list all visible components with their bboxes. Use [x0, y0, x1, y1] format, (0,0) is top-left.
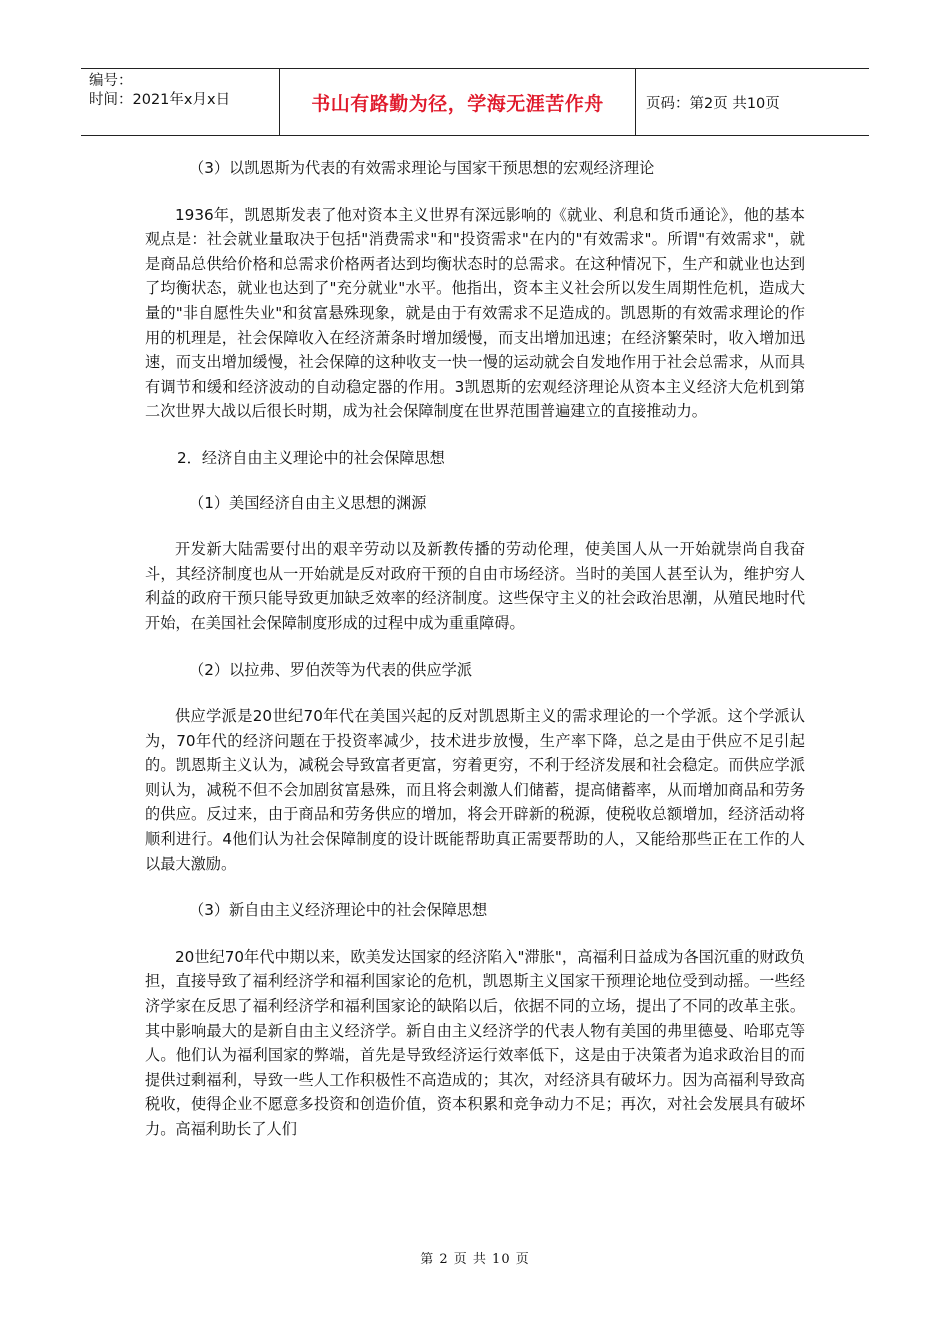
header-number-label: 编号：: [89, 73, 133, 89]
document-body: [145, 156, 805, 1142]
section-heading-liberalism: 2．经济自由主义理论中的社会保障思想: [177, 448, 445, 467]
paragraph-origins: 开发新大陆需要付出的艰辛劳动以及新教传播的劳动伦理，使美国人从一开始就崇尚自我奋斗，其经济制度也从一开始就是反对政府干预的自由市场经济。当时的美国人甚至认为，维护穷人利益的政府干预只能导致更加缺乏效率的经济制度。这些保守主义的社会政治思潮，从殖民地时代开始，在美国社会保障制度形成的过程中成为重重障碍。: [145, 540, 805, 632]
subsection-heading-supply-side: （2）以拉弗、罗伯茨等为代表的供应学派: [189, 660, 473, 679]
header-page-info: 页码：第2页 共10页: [646, 95, 780, 112]
page-footer: 第 2 页 共 10 页: [420, 1252, 530, 1267]
header-time-label: 时间：2021年x月x日: [89, 92, 231, 108]
header-motto: 书山有路勤为径，学海无涯苦作舟: [280, 69, 636, 135]
subsection-heading-neoliberal: （3）新自由主义经济理论中的社会保障思想: [189, 901, 488, 920]
subsection-heading-origins: （1）美国经济自由主义思想的渊源: [189, 493, 427, 512]
header-meta: [81, 69, 280, 135]
section-heading-keynes: （3）以凯恩斯为代表的有效需求理论与国家干预思想的宏观经济理论: [189, 159, 655, 177]
paragraph-supply-side: 供应学派是20世纪70年代在美国兴起的反对凯恩斯主义的需求理论的一个学派。这个学派认为，70年代的经济问题在于投资率减少，技术进步放慢，生产率下降，总之是由于供应不足引起的。凯恩斯主义认为，减税会导致富者更富，穷着更穷，不利于经济发展和社会稳定。而供应学派则认为，减税不但不会加剧贫富悬殊，而且将会刺激人们储蓄，提高储蓄率，从而增加商品和劳务的供应。反过来，由于商品和劳务供应的增加，将会开辟新的税源，使税收总额增加，经济活动将顺利进行。4他们认为社会保障制度的设计既能帮助真正需要帮助的人，又能给那些正在工作的人以最大激励。: [145, 707, 805, 873]
document-header: [81, 68, 869, 136]
paragraph-neoliberal: 20世纪70年代中期以来，欧美发达国家的经济陷入"滞胀"，高福利日益成为各国沉重的财政负担，直接导致了福利经济学和福利国家论的危机，凯恩斯主义国家干预理论地位受到动摇。一些经济学家在反思了福利经济学和福利国家论的缺陷以后，依据不同的立场，提出了不同的改革主张。其中影响最大的是新自由主义经济学。新自由主义经济学的代表人物有美国的弗里德曼、哈耶克等人。他们认为福利国家的弊端，首先是导致经济运行效率低下，这是由于决策者为追求政治目的而提供过剩福利，导致一些人工作积极性不高造成的；其次，对经济具有破坏力。因为高福利导致高税收，使得企业不愿意多投资和创造价值，资本积累和竞争动力不足；再次，对社会发展具有破坏力。高福利助长了人们: [145, 947, 805, 1138]
paragraph-keynes: 1936年，凯恩斯发表了他对资本主义世界有深远影响的《就业、利息和货币通论》，他的基本观点是：社会就业量取决于包括"消费需求"和"投资需求"在内的"有效需求"。所谓"有效需求"，就是商品总供给价格和总需求价格两者达到均衡状态时的总需求。在这种情况下，生产和就业也达到了均衡状态，就业也达到了"充分就业"水平。他指出，资本主义社会所以发生周期性危机，造成大量的"非自愿性失业"和贫富悬殊现象，就是由于有效需求不足造成的。凯恩斯的有效需求理论的作用的机理是，社会保障收入在经济萧条时增加缓慢，而支出增加迅速；在经济繁荣时，收入增加迅速，而支出增加缓慢，社会保障的这种收支一快一慢的运动就会自发地作用于社会总需求，从而具有调节和缓和经济波动的自动稳定器的作用。3凯恩斯的宏观经济理论从资本主义经济大危机到第二次世界大战以后很长时期，成为社会保障制度在世界范围普遍建立的直接推动力。: [145, 205, 805, 421]
